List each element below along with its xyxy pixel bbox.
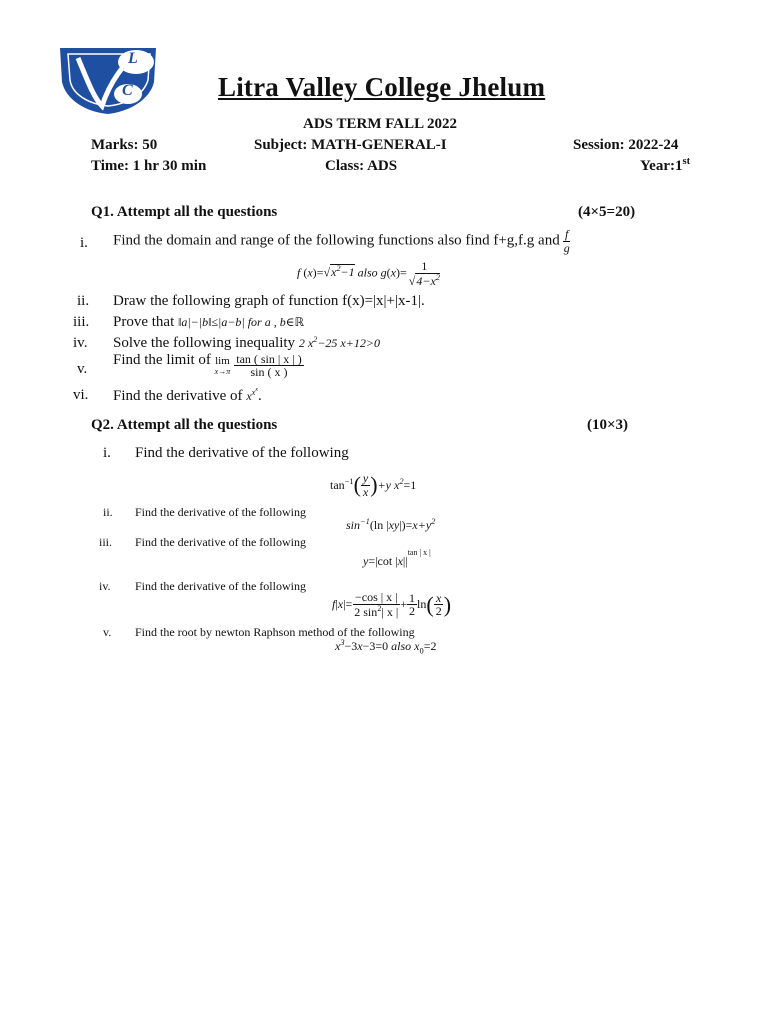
q1-marks: (4×5=20) [578,204,636,220]
q1-item-5-equation: lim x→π $\frac{\tan ( \sin | x | )}{\sin ( x )}$ [214,351,302,380]
q2-item-num: ii. [103,505,113,519]
exam-session: Session: 2022-24 [573,137,679,153]
q2-heading: Q2. Attempt all the questions [91,417,278,433]
q2-item-3-equation: y=|cot $|x||^{tan | x |}$ [363,548,431,568]
exam-year-label: Year:1 [640,158,683,174]
q1-item-5-text: Find the limit of [113,352,211,368]
exam-time: Time: 1 hr 30 min [91,158,207,174]
q1-item-num: i. [80,235,88,251]
q1-item-3-text: Prove that [113,314,175,330]
q2-marks: (10×3) [587,417,629,433]
exam-year-sup: st [682,156,691,167]
q1-item-2-text: Draw the following graph of function f(x)=|x|+|x-1|. [113,293,425,309]
exam-term: ADS TERM FALL 2022 [303,116,458,132]
college-logo [58,42,162,116]
q2-item-num: i. [103,445,111,461]
q1-item-num: vi. [73,387,89,403]
q1-item-1-equation: f $(x)=√x^2-1$ also g(x)= $\frac{1}{√4-x^2}$ [297,259,440,288]
q2-item-1-equation: $\tan^{-1}$ ( $\frac{y}{x}$ ) +y $x^2=1$ [330,471,417,499]
q2-item-4-text: Find the derivative of the following [135,579,306,593]
q2-item-1-text: Find the derivative of the following [135,445,349,461]
q1-item-6-equation: $x^{x^x}$ [246,387,258,403]
q2-item-2-equation: $\sin^{-1}(\ln$ $|xy|)=x+y^2$ [346,517,436,532]
q1-item-5 [113,352,304,379]
f-over-g-fraction: $\frac{f}{g}$ [563,227,570,255]
logo-letter-l: L [128,50,138,67]
exam-marks: Marks: 50 [91,137,158,153]
q2-item-5-equation: $x^3-3x-3=0$ also $x_0=2$ [335,638,437,656]
q2-item-num: iii. [99,535,113,549]
q1-heading: Q1. Attempt all the questions [91,204,278,220]
q1-item-4-equation: 2 $x^2-25$ x+12>0 [298,335,380,350]
q1-item-num: iii. [73,314,90,330]
q1-item-num: iv. [73,335,88,351]
q1-item-6-text: Find the derivative of [113,387,243,404]
q1-item-1-text: Find the domain and range of the following functions also find f+g,f.g and [113,232,560,249]
college-name: Litra Valley College Jhelum [218,72,546,102]
logo-letter-c: C [122,82,133,99]
exam-year [640,156,690,175]
q2-item-4-equation: f | x |= $\frac{-\cos | x |}{2 \sin^2| x |}$ + $\frac{1}{2}$ ln ( $\frac{x}{2}$ ) [332,590,452,619]
q1-item-num: v. [77,361,88,377]
q2-item-5-text: Find the root by newton Raphson method of the following [135,625,415,639]
q1-item-num: ii. [77,293,90,309]
q2-item-num: v. [103,625,112,639]
q2-item-num: iv. [99,579,111,593]
q2-item-3-text: Find the derivative of the following [135,535,306,549]
q1-item-4 [113,335,380,352]
q2-item-2-text: Find the derivative of the following [135,505,306,519]
exam-subject: Subject: MATH-GENERAL-I [254,137,447,153]
q1-item-3 [113,314,304,331]
q1-item-3-equation: ‖a|−|b‖≤|a−b| for a , b∈ℝ [178,315,305,329]
exam-class: Class: ADS [325,158,398,174]
q1-item-text [113,228,572,254]
q1-item-6: Find the derivative of $x^{x^x}$. [113,387,262,404]
q1-item-4-text: Solve the following inequality [113,335,296,351]
